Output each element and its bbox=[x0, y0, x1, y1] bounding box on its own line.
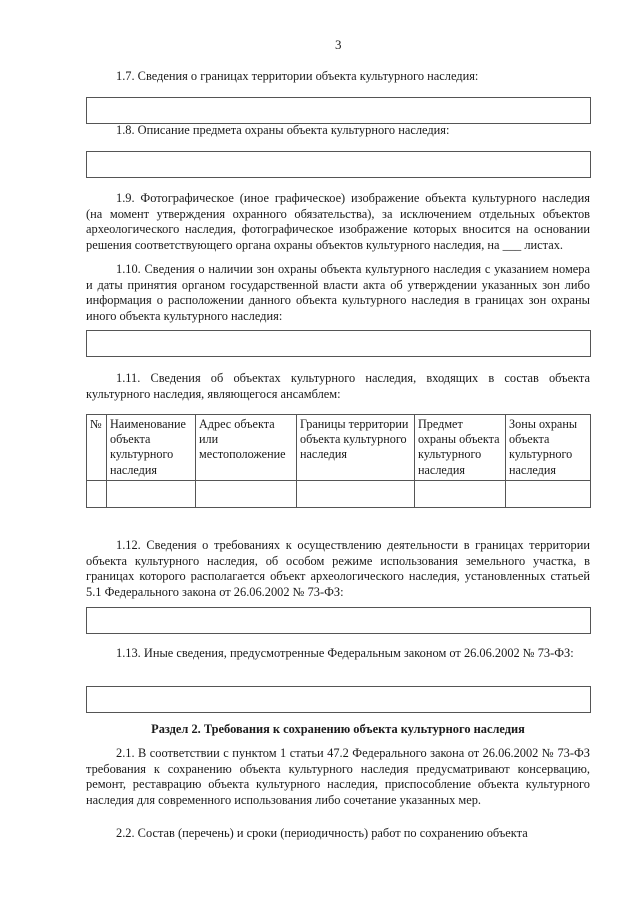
field-1-8[interactable] bbox=[86, 151, 591, 178]
col-name: Наименование объекта культурного наследия bbox=[107, 415, 196, 481]
section-1-12: 1.12. Сведения о требованиях к осуществлению деятельности в границах территории объекта культурного наследия, об особом режиме использования земельного участка, в границах которого располагается объект археологического наследия, установленных статьей 5.1 Федерального закона от 26.06.2002 № 73-ФЗ: bbox=[86, 538, 590, 599]
col-address: Адрес объекта или местоположение bbox=[196, 415, 297, 481]
table-cell[interactable] bbox=[107, 480, 196, 507]
col-protection-zones: Зоны охраны объекта культурного наследия bbox=[506, 415, 591, 481]
section-1-13: 1.13. Иные сведения, предусмотренные Федеральным законом от 26.06.2002 № 73-ФЗ: bbox=[116, 646, 574, 660]
page-number: 3 bbox=[335, 37, 342, 52]
table-cell[interactable] bbox=[87, 480, 107, 507]
table-cell[interactable] bbox=[506, 480, 591, 507]
table-row bbox=[87, 480, 591, 507]
field-1-12[interactable] bbox=[86, 607, 591, 634]
section-1-8: 1.8. Описание предмета охраны объекта культурного наследия: bbox=[116, 123, 450, 137]
col-number: № bbox=[87, 415, 107, 481]
field-1-10[interactable] bbox=[86, 330, 591, 357]
table-cell[interactable] bbox=[297, 480, 415, 507]
table-header-row bbox=[87, 415, 591, 481]
col-protection-subject: Предмет охраны объекта культурного наследия bbox=[415, 415, 506, 481]
table-cell[interactable] bbox=[196, 480, 297, 507]
section-1-9: 1.9. Фотографическое (иное графическое) изображение объекта культурного наследия (на момент утверждения охранного обязательства), за исключением отдельных объектов археологического наследия, фотографическое изображение которых вносится на основании решения соответствующего органа охраны объектов культурного наследия, на ___ листах. bbox=[86, 191, 590, 252]
table-cell[interactable] bbox=[415, 480, 506, 507]
col-boundaries: Границы территории объекта культурного наследия bbox=[297, 415, 415, 481]
field-1-13[interactable] bbox=[86, 686, 591, 713]
field-1-7[interactable] bbox=[86, 97, 591, 124]
section-2-2: 2.2. Состав (перечень) и сроки (периодичность) работ по сохранению объекта bbox=[116, 826, 528, 840]
section-1-7: 1.7. Сведения о границах территории объекта культурного наследия: bbox=[116, 69, 479, 83]
section-2-title: Раздел 2. Требования к сохранению объекта культурного наследия bbox=[151, 722, 525, 736]
ensemble-objects-table bbox=[86, 414, 591, 508]
section-2-1: 2.1. В соответствии с пунктом 1 статьи 47.2 Федерального закона от 26.06.2002 № 73-ФЗ требования к сохранению объекта культурного наследия предусматривают консервацию, ремонт, реставрацию объекта культурного наследия, приспособление объекта культурного наследия для современного использования либо сочетание указанных мер. bbox=[86, 746, 590, 807]
section-1-11: 1.11. Сведения об объектах культурного наследия, входящих в состав объекта культурного наследия, являющегося ансамблем: bbox=[86, 371, 590, 401]
section-1-10: 1.10. Сведения о наличии зон охраны объекта культурного наследия с указанием номера и даты принятия органом государственной власти акта об утверждении указанных зон либо информация о расположении данного объекта культурного наследия в границах зон охраны иного объекта культурного наследия: bbox=[86, 262, 590, 323]
